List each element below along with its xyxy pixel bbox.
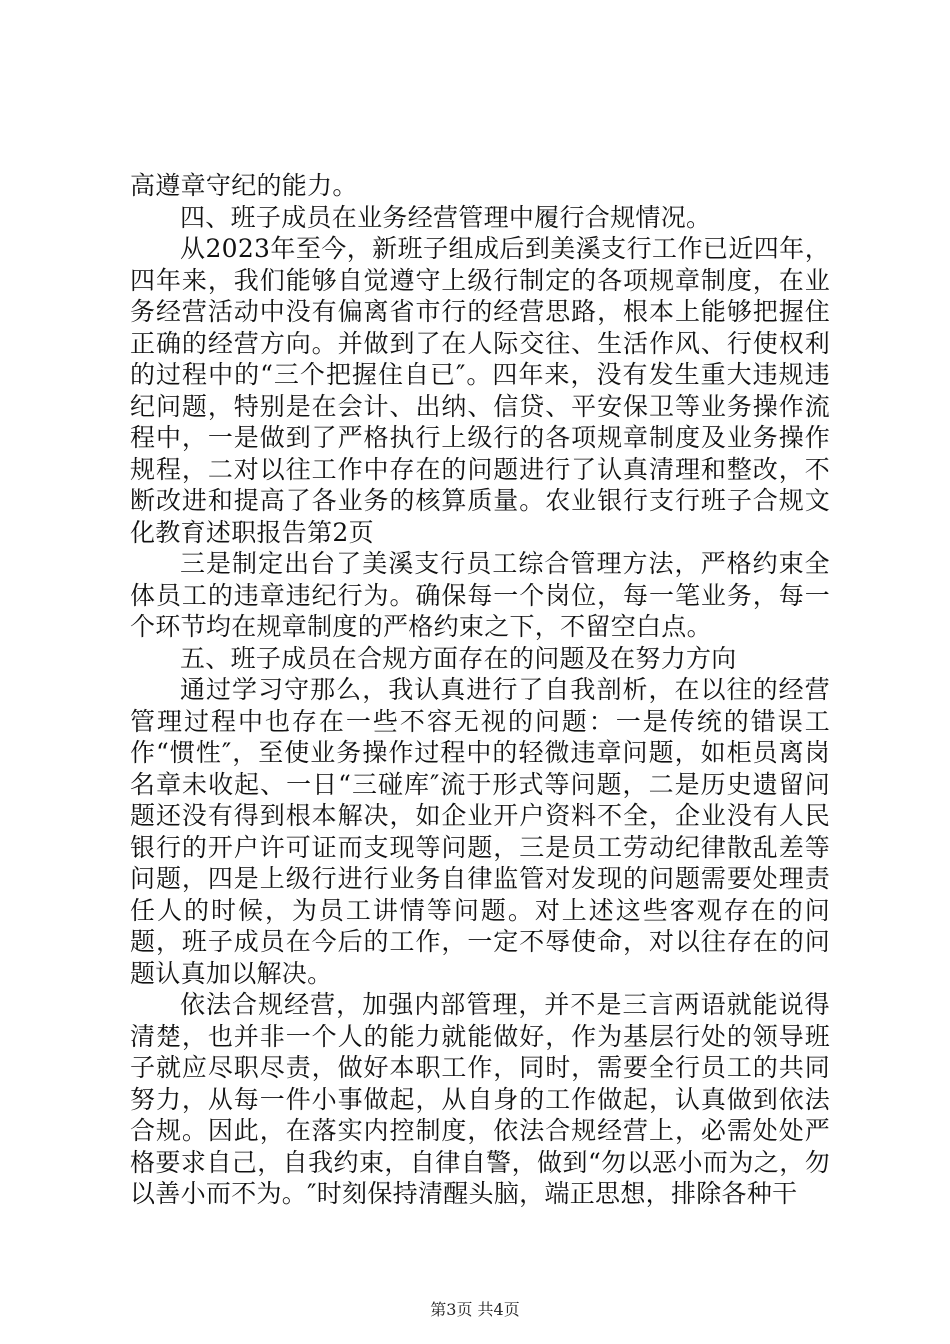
paragraph: 从2023年至今，新班子组成后到美溪支行工作已近四年，四年来，我们能够自觉遵守上级行制定的各项规章制度，在业务经营活动中没有偏离省市行的经营思路，根本上能够把握住正确的经营方向。并做到了在人际交往、生活作风、行使权利的过程中的“三个把握住自已″。四年来，没有发生重大违规违纪问题，特别是在会计、出纳、信贷、平安保卫等业务操作流程中，一是做到了严格执行上级行的各项规章制度及业务操作规程，二对以往工作中存在的问题进行了认真清理和整改，不断改进和提高了各业务的核算质量。农业银行支行班子合规文化教育述职报告第2页	[130, 234, 830, 547]
page-number: 第3页 共4页	[430, 1300, 520, 1319]
paragraph: 依法合规经营，加强内部管理，并不是三言两语就能说得清楚，也并非一个人的能力就能做好，作为基层行处的领导班子就应尽职尽责，做好本职工作，同时，需要全行员工的共同努力，从每一件小事做起，从自身的工作做起，认真做到依法合规。因此，在落实内控制度，依法合规经营上，必需处处严格要求自己，自我约束，自律自警，做到“勿以恶小而为之，勿以善小而不为。″时刻保持清醒头脑，端正思想，排除各种干	[130, 990, 830, 1208]
document-body	[130, 170, 830, 1210]
paragraph-continuation: 高遵章守纪的能力。	[130, 171, 358, 200]
page-footer	[0, 1297, 950, 1320]
section-heading-4: 四、班子成员在业务经营管理中履行合规情况。	[180, 202, 712, 232]
paragraph: 三是制定出台了美溪支行员工综合管理方法，严格约束全体员工的违章违纪行为。确保每一个岗位，每一笔业务，每一个环节均在规章制度的严格约束之下，不留空白点。	[130, 549, 830, 641]
paragraph: 通过学习守那么，我认真进行了自我剖析，在以往的经营管理过程中也存在一些不容无视的问题：一是传统的错误工作“惯性″，至使业务操作过程中的轻微违章问题，如柜员离岗名章未收起、一日“三碰库″流于形式等问题，二是历史遗留问题还没有得到根本解决，如企业开户资料不全，企业没有人民银行的开户许可证而支现等问题，三是员工劳动纪律散乱差等问题，四是上级行进行业务自律监管对发现的问题需要处理责任人的时候，为员工讲情等问题。对上述这些客观存在的问题，班子成员在今后的工作，一定不辱使命，对以往存在的问题认真加以解决。	[130, 675, 830, 988]
section-heading-5: 五、班子成员在合规方面存在的问题及在努力方向	[180, 643, 737, 673]
